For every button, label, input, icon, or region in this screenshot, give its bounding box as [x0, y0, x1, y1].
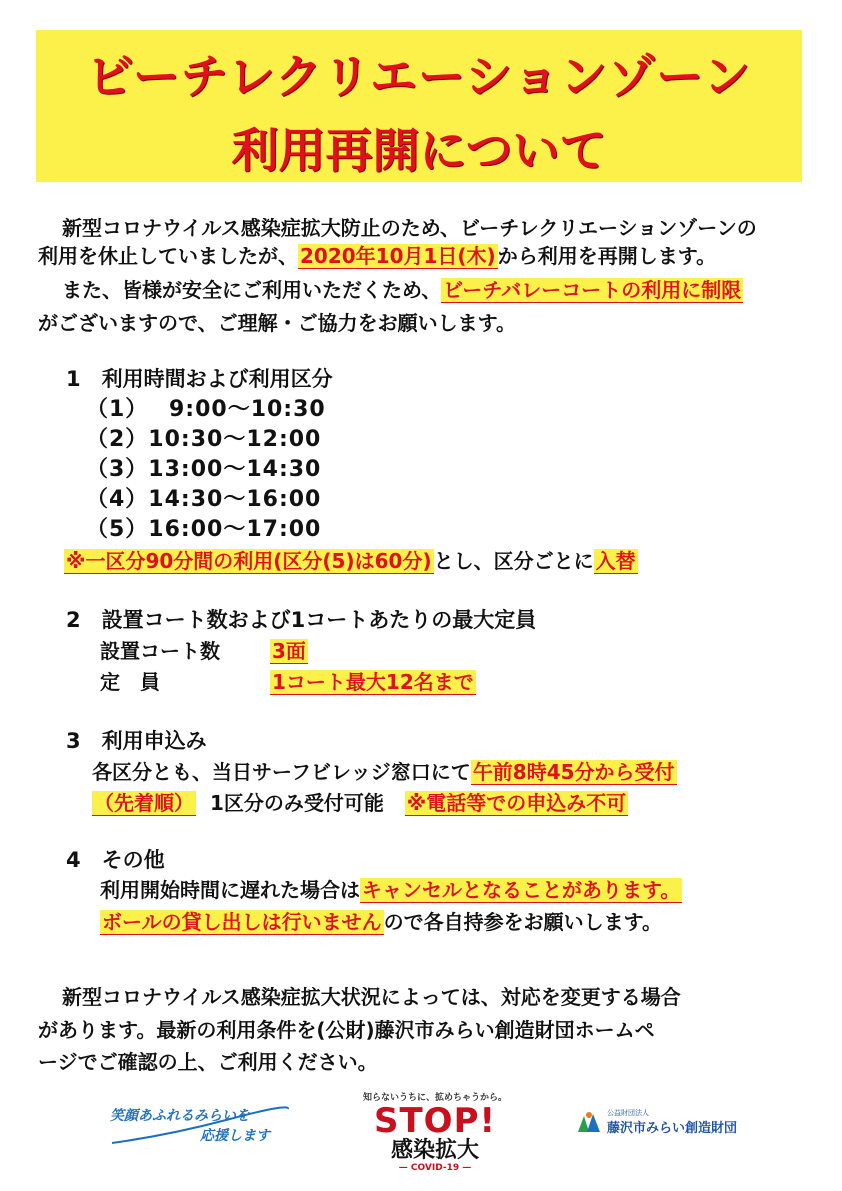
- title-line-2: 利用再開について: [231, 124, 607, 179]
- slot-1: （1） 9:00～10:30: [86, 397, 326, 422]
- title-line-1: ビーチレクリエーションゾーン: [86, 50, 752, 105]
- section-1-heading: 1 利用時間および利用区分: [66, 367, 333, 391]
- volleyball-limit: ビーチバレーコートの利用に制限: [443, 278, 742, 302]
- slogan-logo: 笑顔あふれるみらいを 応援します: [110, 1105, 290, 1155]
- slot-4: （4）14:30～16:00: [86, 487, 322, 512]
- courts-label: 設置コート数: [100, 639, 220, 663]
- section-2-heading: 2 設置コート数および1コートあたりの最大定員: [66, 608, 537, 632]
- section-4-line-2: ボールの貸し出しは行いません ので各自持参をお願いします。: [102, 910, 663, 934]
- slot-2: （2）10:30～12:00: [86, 427, 322, 452]
- capacity-label: 定 員: [100, 670, 160, 694]
- closing-line-2: があります。最新の利用条件を(公財)藤沢市みらい創造財団ホームペ: [38, 1018, 655, 1042]
- intro-line-4: がございますので、ご理解・ご協力をお願いします。: [38, 311, 516, 335]
- section-3-heading: 3 利用申込み: [66, 729, 207, 753]
- intro-line-1: 新型コロナウイルス感染症拡大防止のため、ビーチレクリエーションゾーンの: [62, 216, 757, 240]
- intro-line-3: また、皆様が安全にご利用いただくため、 ビーチバレーコートの利用に制限: [62, 278, 742, 302]
- stop-covid-logo: 知らないうちに、拡めちゃうから。 STOP! 感染拡大 — COVID-19 —: [362, 1093, 507, 1173]
- closing-line-3: ージでご確認の上、ご利用ください。: [38, 1050, 378, 1074]
- reopen-date: 2020年10月1日(木): [300, 244, 496, 268]
- slot-5: （5）16:00～17:00: [86, 517, 322, 542]
- foundation-logo: 公益財団法人 藤沢市みらい創造財団: [575, 1108, 775, 1138]
- title-banner: [36, 30, 802, 182]
- intro-line-2: 利用を休止していましたが、 2020年10月1日(木) から利用を再開します。: [38, 244, 717, 268]
- courts-value: 3面: [272, 639, 306, 663]
- section-4-heading: 4 その他: [66, 848, 165, 872]
- section-3-line-1: 各区分とも、当日サーフビレッジ窓口にて 午前8時45分から受付: [92, 760, 675, 784]
- foundation-emblem-icon: [575, 1110, 603, 1136]
- section-1-note: ※一区分90分間の利用(区分(5)は60分) とし、区分ごとに 入替: [66, 549, 636, 573]
- section-3-line-2: （先着順） 1区分のみ受付可能 ※電話等での申込み不可: [94, 791, 627, 815]
- slot-3: （3）13:00～14:30: [86, 457, 322, 482]
- capacity-value: 1コート最大12名まで: [272, 670, 474, 694]
- section-4-line-1: 利用開始時間に遅れた場合は キャンセルとなることがあります。: [100, 878, 681, 902]
- closing-line-1: 新型コロナウイルス感染症拡大状況によっては、対応を変更する場合: [62, 985, 681, 1009]
